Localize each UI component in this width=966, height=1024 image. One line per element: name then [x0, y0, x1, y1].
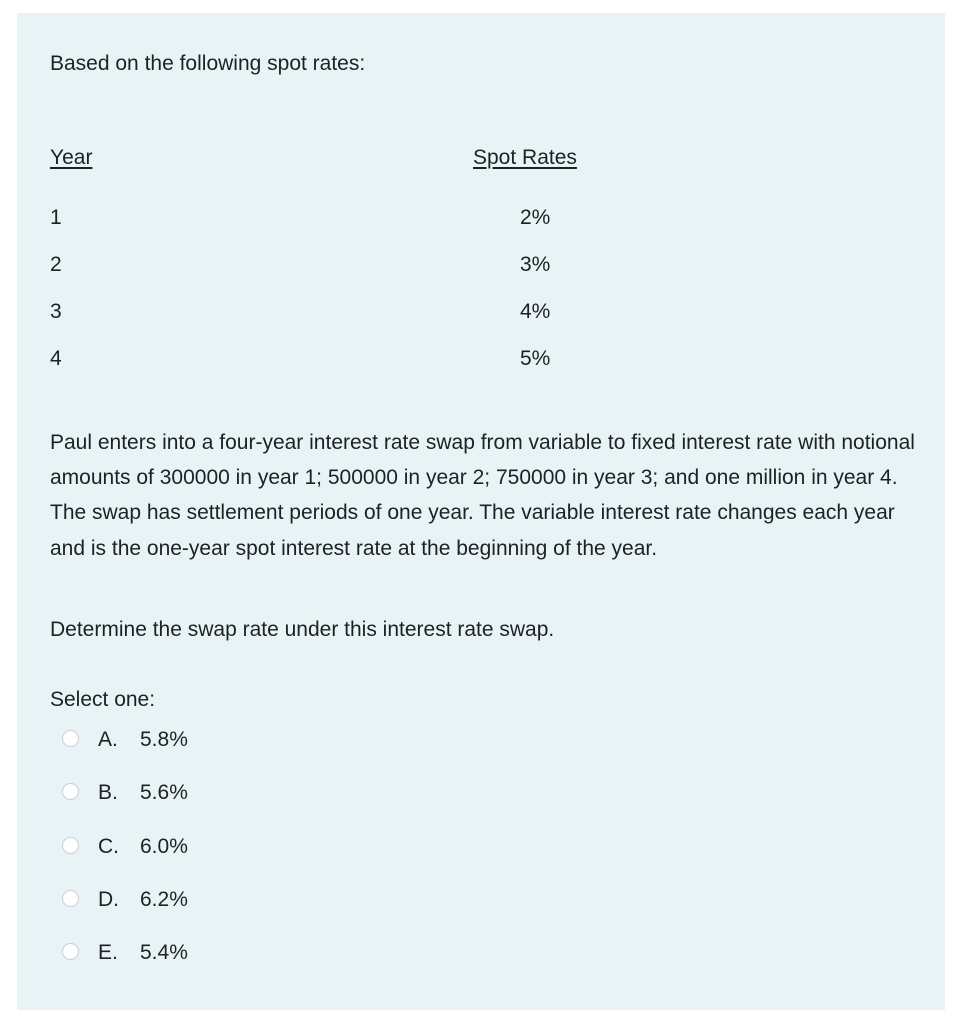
spot-rates-column-header: Spot Rates [473, 146, 577, 169]
option-letter: C. [98, 834, 119, 858]
year-cell: 3 [50, 300, 62, 323]
option-text: 6.2% [140, 887, 188, 911]
answer-option-a[interactable] [62, 727, 188, 780]
radio-button[interactable] [62, 837, 79, 854]
rate-cell: 2% [520, 206, 551, 229]
radio-button[interactable] [62, 890, 79, 907]
question-intro: Based on the following spot rates: [50, 52, 366, 75]
table-row [50, 253, 610, 300]
radio-button[interactable] [62, 783, 79, 800]
year-cell: 2 [50, 253, 62, 276]
table-row [50, 347, 610, 394]
rate-cell: 3% [520, 253, 551, 276]
select-one-label: Select one: [50, 688, 156, 711]
year-cell: 4 [50, 347, 62, 370]
option-letter: D. [98, 887, 119, 911]
answer-options [62, 727, 188, 993]
radio-button[interactable] [62, 730, 79, 747]
option-text: 6.0% [140, 834, 188, 858]
answer-option-b[interactable] [62, 780, 188, 833]
option-letter: B. [98, 781, 118, 805]
rate-cell: 4% [520, 300, 551, 323]
rate-cell: 5% [520, 347, 551, 370]
table-row [50, 300, 610, 347]
year-cell: 1 [50, 206, 62, 229]
option-text: 5.8% [140, 728, 188, 751]
option-text: 5.6% [140, 781, 188, 805]
radio-button[interactable] [62, 943, 79, 960]
answer-option-e[interactable] [62, 940, 188, 993]
spot-rates-table [50, 146, 610, 370]
option-letter: A. [98, 728, 118, 751]
year-column-header: Year [50, 146, 93, 169]
answer-option-d[interactable] [62, 887, 188, 940]
question-card [17, 13, 945, 1010]
option-text: 5.4% [140, 941, 188, 965]
question-prompt: Determine the swap rate under this interest rate swap. [50, 618, 555, 641]
table-header [50, 146, 610, 172]
problem-statement: Paul enters into a four-year interest rate swap from variable to fixed interest rate with notional amounts of 300000 in year 1; 500000 in year 2; 750000 in year 3; and one million in year 4. The swap has settlement periods of one year. The variable interest rate changes each year and is the one-year spot interest rate at the beginning of the year. [50, 431, 915, 560]
answer-option-c[interactable] [62, 834, 188, 887]
table-row [50, 206, 610, 253]
option-letter: E. [98, 941, 118, 965]
